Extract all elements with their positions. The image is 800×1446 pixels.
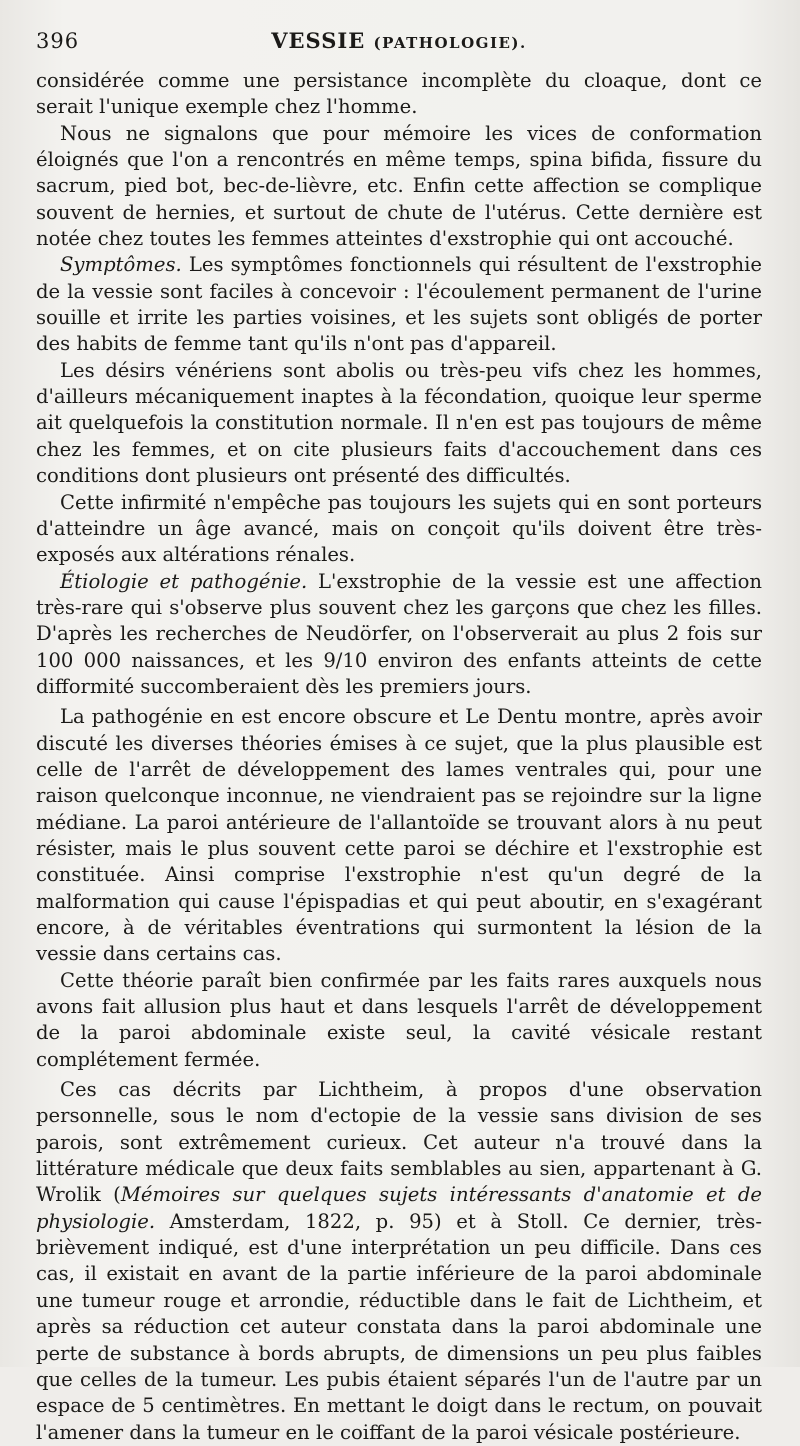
paragraph-2: Nous ne signalons que pour mémoire les vices de conformation éloignés que l'on a rencontrés en même temps, spina bifida, fissure du sacrum, pied bot, bec-de-lièvre, etc. Enfin cette affection se complique souvent de hernies, et surtout de chute de l'utérus. Cette dernière est notée chez toutes les femmes atteintes d'exstrophie qui ont accouché. — [36, 121, 762, 251]
paragraph-7: La pathogénie en est encore obscure et Le Dentu montre, après avoir discuté les diverses théories émises à ce sujet, que la plus plausible est celle de l'arrêt de développement des lames ventrales qui, pour une raison quelconque inconnue, ne viendraient pas se rejoindre sur la ligne médiane. La paroi antérieure de l'allantoïde se trouvant alors à nu peut résister, mais le plus souvent cette paroi se déchire et l'exstrophie est constituée. Ainsi comprise l'exstrophie n'est qu'un degré de la malformation qui cause l'épispadias et qui peut aboutir, en s'exagérant encore, à de véritables éventrations qui surmontent la lésion de la vessie dans certains cas. — [36, 705, 762, 966]
running-title-main: VESSIE — [271, 28, 366, 53]
section-heading-symptomes: Symptômes. — [60, 253, 182, 277]
citation-title: Mémoires sur quelques sujets intéressants d'anatomie et de physiologie. — [36, 1183, 763, 1233]
running-title — [96, 28, 702, 53]
paragraph-8: Cette théorie paraît bien confirmée par les faits rares auxquels nous avons fait allusion plus haut et dans lesquels l'arrêt de développement de la paroi abdominale existe seul, la cavité vésicale restant complétement fermée. — [36, 968, 762, 1071]
paragraph-3-text: Les symptômes fonctionnels qui résultent de l'exstrophie de la vessie sont faciles à concevoir : l'écoulement permanent de l'urine souille et irrite les parties voisines, et les sujets sont obligés de porter des habits de femme tant qu'ils n'ont pas d'appareil. — [36, 253, 762, 356]
page-number: 396 — [36, 29, 80, 53]
paragraph-9-part-b: Amsterdam, 1822, p. 95) et à Stoll. Ce dernier, très-brièvement indiqué, est d'une interprétation un peu difficile. Dans ces cas, il existait en avant de la partie inférieure de la paroi abdominale une tumeur rouge et arrondie, réductible dans le fait de Lichtheim, et après sa réduction cet auteur constata dans la paroi abdominale une perte de substance à bords abrupts, de dimensions un peu plus faibles que celles de la tumeur. Les pubis étaient séparés l'un de l'autre par un espace de 5 centimètres. En mettant le doigt dans le rectum, on pouvait l'amener dans la tumeur en le coiffant de la paroi vésicale postérieure. — [36, 1209, 762, 1444]
paragraph-1: considérée comme une persistance incomplète du cloaque, dont ce serait l'unique exemple chez l'homme. — [36, 69, 762, 119]
paragraph-6-text: L'exstrophie de la vessie est une affection très-rare qui s'observe plus souvent chez les garçons que chez les filles. D'après les recherches de Neudörfer, on l'observerait au plus 2 fois sur 100 000 naissances, et les 9/10 environ des enfants atteints de cette difformité succomberaient dès les premiers jours. — [36, 569, 762, 698]
body-text — [36, 68, 762, 1446]
paragraph-etiologie — [36, 569, 762, 701]
paragraph-9-part-a: Ces cas décrits par Lichtheim, à propos d'une observation personnelle, sous le nom d'ectopie de la vessie sans division de ses parois, sont extrêmement curieux. Cet auteur n'a trouvé dans la littérature médicale que deux faits semblables au sien, appartenant à G. Wrolik ( — [36, 1078, 762, 1207]
paragraph-symptomes — [36, 252, 762, 357]
running-header — [36, 28, 762, 68]
paragraph-4: Les désirs vénériens sont abolis ou très-peu vifs chez les hommes, d'ailleurs mécaniquement inaptes à la fécondation, quoique leur sperme ait quelquefois la constitution normale. Il n'en est pas toujours de même chez les femmes, et on cite plusieurs faits d'accouchement dans ces conditions dont plusieurs ont présenté des difficultés. — [36, 358, 762, 488]
running-title-sub: (PATHOLOGIE). — [373, 34, 527, 52]
section-heading-etiologie: Étiologie et pathogénie. — [60, 569, 308, 593]
paragraph-5: Cette infirmité n'empêche pas toujours les sujets qui en sont porteurs d'atteindre un âge avancé, mais on conçoit qu'ils doivent être très-exposés aux altérations rénales. — [36, 490, 762, 567]
paragraph-9 — [36, 1077, 762, 1446]
